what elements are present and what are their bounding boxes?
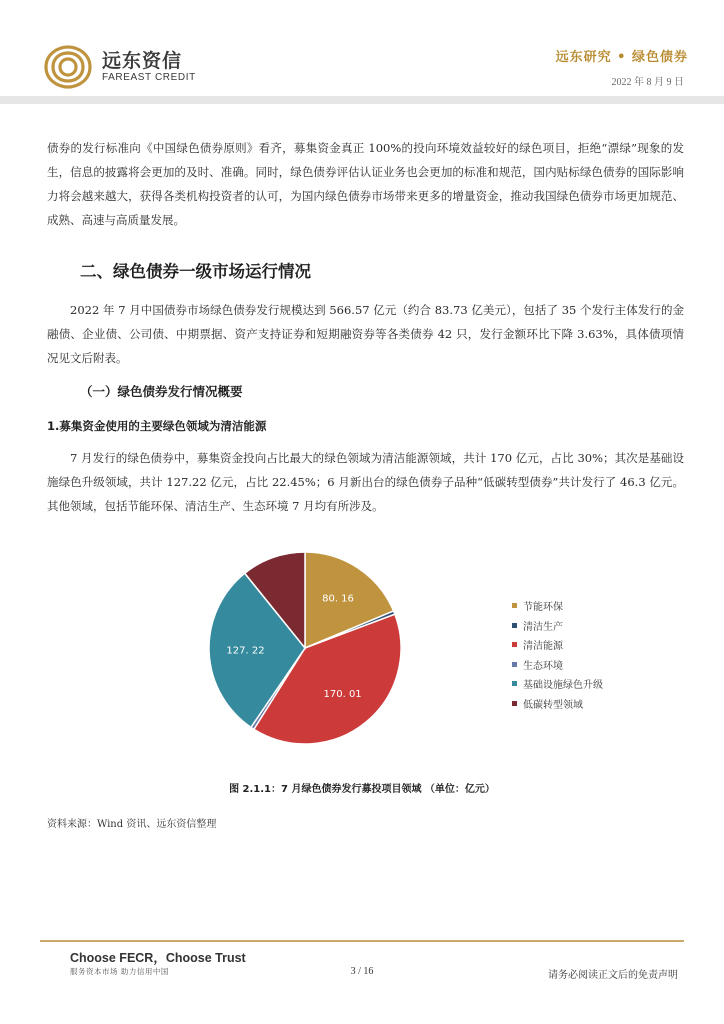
legend-swatch-2	[512, 623, 517, 628]
legend-label-6: 低碳转型领域	[523, 699, 583, 711]
footer-slogan: Choose FECR，Choose Trust	[70, 951, 246, 965]
header-divider-bar	[0, 96, 724, 104]
point-paragraph: 7 月发行的绿色债券中，募集资金投向占比最大的绿色领域为清洁能源领域，共计 170 亿元，占比 30%；其次是基础设施绿色升级领域，共计 127.22 亿元，占比 22.45%；6 月新出台的绿色债券子品种“低碳转型债券”共计发行了 46.3 亿元。其他领域，包括节能环保、清洁生产、生态环境 7 月均有所涉及。	[47, 451, 684, 513]
page-number: 3 / 16	[350, 966, 374, 977]
intro-paragraph: 债券的发行标准向《中国绿色债券原则》看齐，募集资金真正 100%的投向环境效益较好的绿色项目，拒绝“漂绿”现象的发生，信息的披露将会更加的及时、准确。同时，绿色债券评估认证业务也会更加的标准和规范，国内贴标绿色债券的国际影响力将会越来越大，获得各类机构投资者的认可，为国内绿色债券市场带来更多的增量资金，推动我国绿色债券市场更加规范、成熟、高速与高质量发展。	[47, 141, 684, 227]
report-series-title: 远东研究 • 绿色债券	[555, 50, 688, 65]
legend-item-6	[512, 694, 672, 714]
legend-swatch-3	[512, 642, 517, 647]
fareast-credit-logo-icon	[42, 44, 94, 90]
point-heading: 1.募集资金使用的主要绿色领域为清洁能源	[47, 419, 267, 433]
report-date: 2022 年 8 月 9 日	[611, 77, 684, 88]
legend-label-4: 生态环境	[523, 660, 563, 672]
legend-swatch-1	[512, 603, 517, 608]
footer-subslogan: 服务资本市场 助力信用中国	[70, 967, 169, 976]
legend-label-2: 清洁生产	[523, 621, 563, 633]
legend-label-1: 节能环保	[523, 602, 563, 614]
pie-data-label-5: 127. 22	[226, 645, 265, 657]
company-logo	[42, 42, 212, 92]
legend-swatch-4	[512, 662, 517, 667]
logo-english-name: FAREAST CREDIT	[102, 72, 196, 83]
section-heading: 二、绿色债券一级市场运行情况	[80, 262, 311, 281]
logo-chinese-name: 远东资信	[102, 50, 183, 72]
section-paragraph: 2022 年 7 月中国债券市场绿色债券发行规模达到 566.57 亿元（约合 83.73 亿美元），包括了 35 个发行主体发行的金融债、企业债、公司债、中期票据、资产支持证券和短期融资券等各类债券 42 只，发行金额环比下降 3.63%，具体债项情况见文后附表。	[47, 303, 684, 365]
legend-label-3: 清洁能源	[523, 641, 563, 653]
legend-item-2	[512, 616, 672, 636]
legend-item-3	[512, 635, 672, 655]
legend-item-5	[512, 674, 672, 694]
pie-data-label-1: 80. 16	[322, 593, 354, 605]
legend-swatch-5	[512, 681, 517, 686]
legend-label-5: 基础设施绿色升级	[523, 680, 603, 692]
green-bond-use-of-proceeds-pie-chart	[200, 548, 420, 748]
chart-legend	[512, 596, 672, 713]
subsection-heading: （一）绿色债券发行情况概要	[80, 384, 243, 399]
footer-divider	[40, 940, 684, 942]
legend-item-1	[512, 596, 672, 616]
pie-data-label-3: 170. 01	[323, 689, 362, 701]
data-source-note: 资料来源：Wind 资讯、远东资信整理	[47, 819, 217, 830]
figure-caption: 图 2.1.1：7 月绿色债券发行募投项目领域 （单位：亿元）	[229, 784, 495, 795]
legend-swatch-6	[512, 701, 517, 706]
legend-item-4	[512, 655, 672, 675]
disclaimer-notice: 请务必阅读正文后的免责声明	[548, 970, 678, 981]
